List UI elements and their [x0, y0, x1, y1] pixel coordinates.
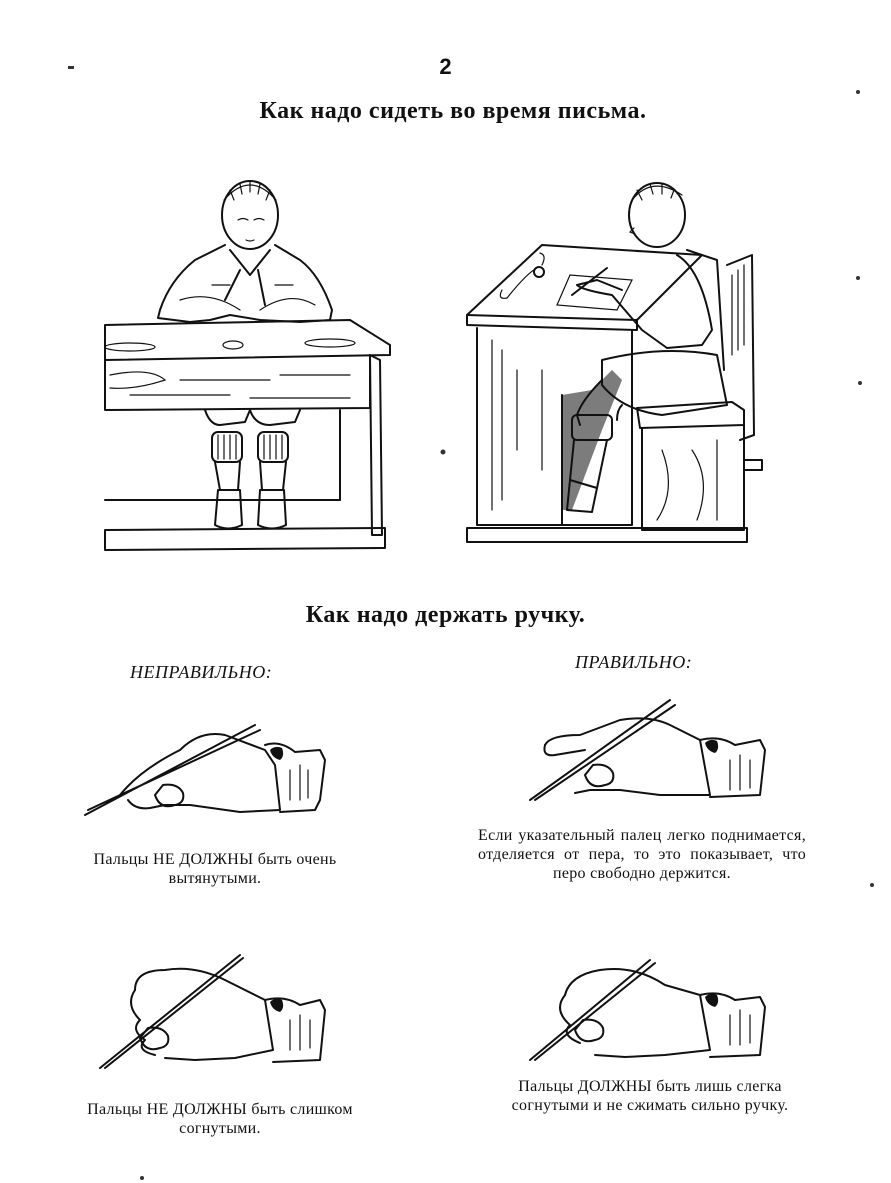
caption-right-slightly-bent: Пальцы ДОЛЖНЫ быть лишь слегка согнутыми и не сжимать сильно ручку. [511, 1078, 789, 1114]
section-title-holding-pen: Как надо держать ручку. [305, 602, 586, 628]
caption-wrong-bent: Пальцы НЕ ДОЛЖНЫ быть слишком согнутыми. [87, 1101, 353, 1137]
label-incorrect: НЕПРАВИЛЬНО: [130, 662, 273, 682]
caption-wrong-stretched: Пальцы НЕ ДОЛЖНЫ быть очень вытянутыми. [93, 851, 337, 887]
label-correct: ПРАВИЛЬНО: [575, 652, 693, 672]
section-title-sitting: Как надо сидеть во время письма. [259, 98, 647, 124]
page-number: 2 [439, 54, 452, 79]
caption-right-light-grip: Если указательный палец легко поднимается, отделяется от пера, то это показывает, что перо свободно держится. [478, 827, 806, 882]
